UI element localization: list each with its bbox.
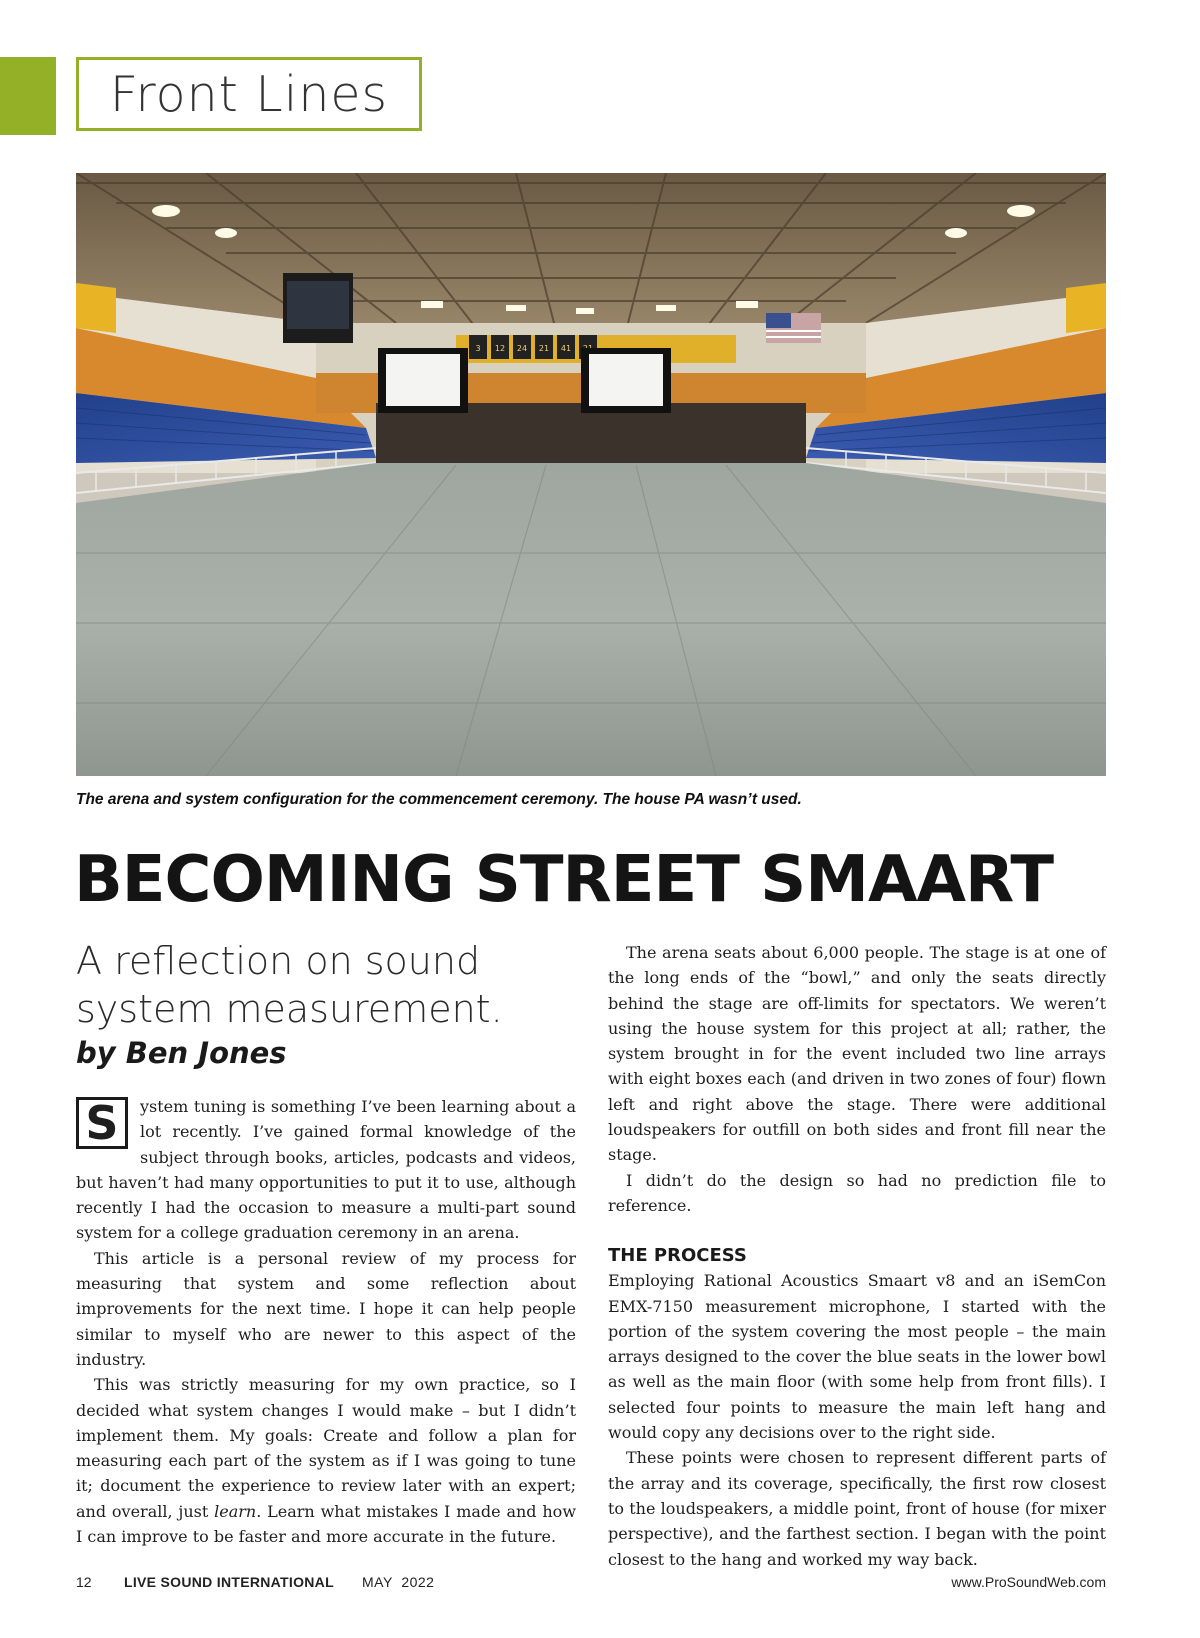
jersey-number: 12 xyxy=(494,344,506,353)
body-paragraph: I didn’t do the design so had no prediction file to reference. xyxy=(608,1170,1106,1215)
photo-caption: The arena and system configuration for the commencement ceremony. The house PA wasn’t used. xyxy=(76,791,802,808)
website-url: www.ProSoundWeb.com xyxy=(951,1574,1106,1590)
section-label: Front Lines xyxy=(109,65,389,123)
article-byline: by Ben Jones xyxy=(76,1036,287,1070)
jersey-number: 24 xyxy=(516,344,528,353)
body-paragraph xyxy=(76,1094,576,1246)
body-paragraph xyxy=(76,1372,576,1549)
issue-date: MAY 2022 xyxy=(362,1574,435,1590)
drop-cap: S xyxy=(76,1097,128,1149)
section-header-box xyxy=(76,57,422,131)
jersey-number: 41 xyxy=(560,344,572,353)
body-paragraph: This article is a personal review of my process for measuring that system and some reflection about improvements for the next time. I hope it can help people similar to myself who are newer to this aspect of the industry. xyxy=(76,1248,576,1369)
article-headline: BECOMING STREET SMAART xyxy=(74,843,1054,917)
body-paragraph: These points were chosen to represent different parts of the array and its coverage, specifically, the first row closest to the loudspeakers, a middle point, front of house (for mixer perspective), and the farthest section. I began with the point closest to the hang and worked my way back. xyxy=(608,1448,1106,1569)
paragraph-text: ystem tuning is something I’ve been learning about a lot recently. I’ve gained formal knowledge of the subject through books, articles, podcasts and videos, but haven’t had many opportunities to put it to use, although recently I had the occasion to measure a multi-part sound system for a college graduation ceremony in an arena. xyxy=(76,1097,576,1243)
jersey-number: 21 xyxy=(538,344,550,353)
paragraph-text: This was strictly measuring for my own practice, so I decided what system changes I would make – but I didn’t implement them. My goals: Create and follow a plan for measuring each part of the system as if I was going to tune it; document the experience to review later with an expert; and overall, just xyxy=(76,1375,576,1521)
article-column-right xyxy=(608,940,1106,1572)
body-paragraph: The arena seats about 6,000 people. The stage is at one of the long ends of the “bowl,” and only the seats directly behind the stage are off-limits for spectators. We weren’t using the house system for this project at all; rather, the system brought in for the event included two line arrays with eight boxes each (and driven in two zones of four) flown left and right above the stage. There were additional loudspeakers for outfill on both sides and front fill near the stage. xyxy=(608,943,1106,1165)
page-footer xyxy=(76,1574,1106,1594)
arena-photo xyxy=(76,173,1106,776)
article-deck: A reflection on sound system measurement. xyxy=(76,939,503,1031)
section-subhead: THE PROCESS xyxy=(608,1245,747,1267)
article-column-left xyxy=(76,1094,576,1549)
section-accent-bar xyxy=(0,57,56,135)
paragraph-text: . Learn what mistakes I made and how I can improve to be faster and more accurate in the future. xyxy=(76,1501,577,1547)
publication-name: LIVE SOUND INTERNATIONAL xyxy=(124,1574,334,1590)
page-number: 12 xyxy=(76,1574,92,1590)
jersey-number: 3 xyxy=(475,344,481,353)
body-paragraph: Employing Rational Acoustics Smaart v8 and an iSemCon EMX-7150 measurement microphone, I started with the portion of the system covering the most people – the main arrays designed to the cover the blue seats in the lower bowl as well as the main floor (with some help from front fills). I selected four points to measure the main left hang and would copy any decisions over to the right side. xyxy=(608,1271,1106,1443)
emphasis-word: learn xyxy=(214,1501,257,1521)
